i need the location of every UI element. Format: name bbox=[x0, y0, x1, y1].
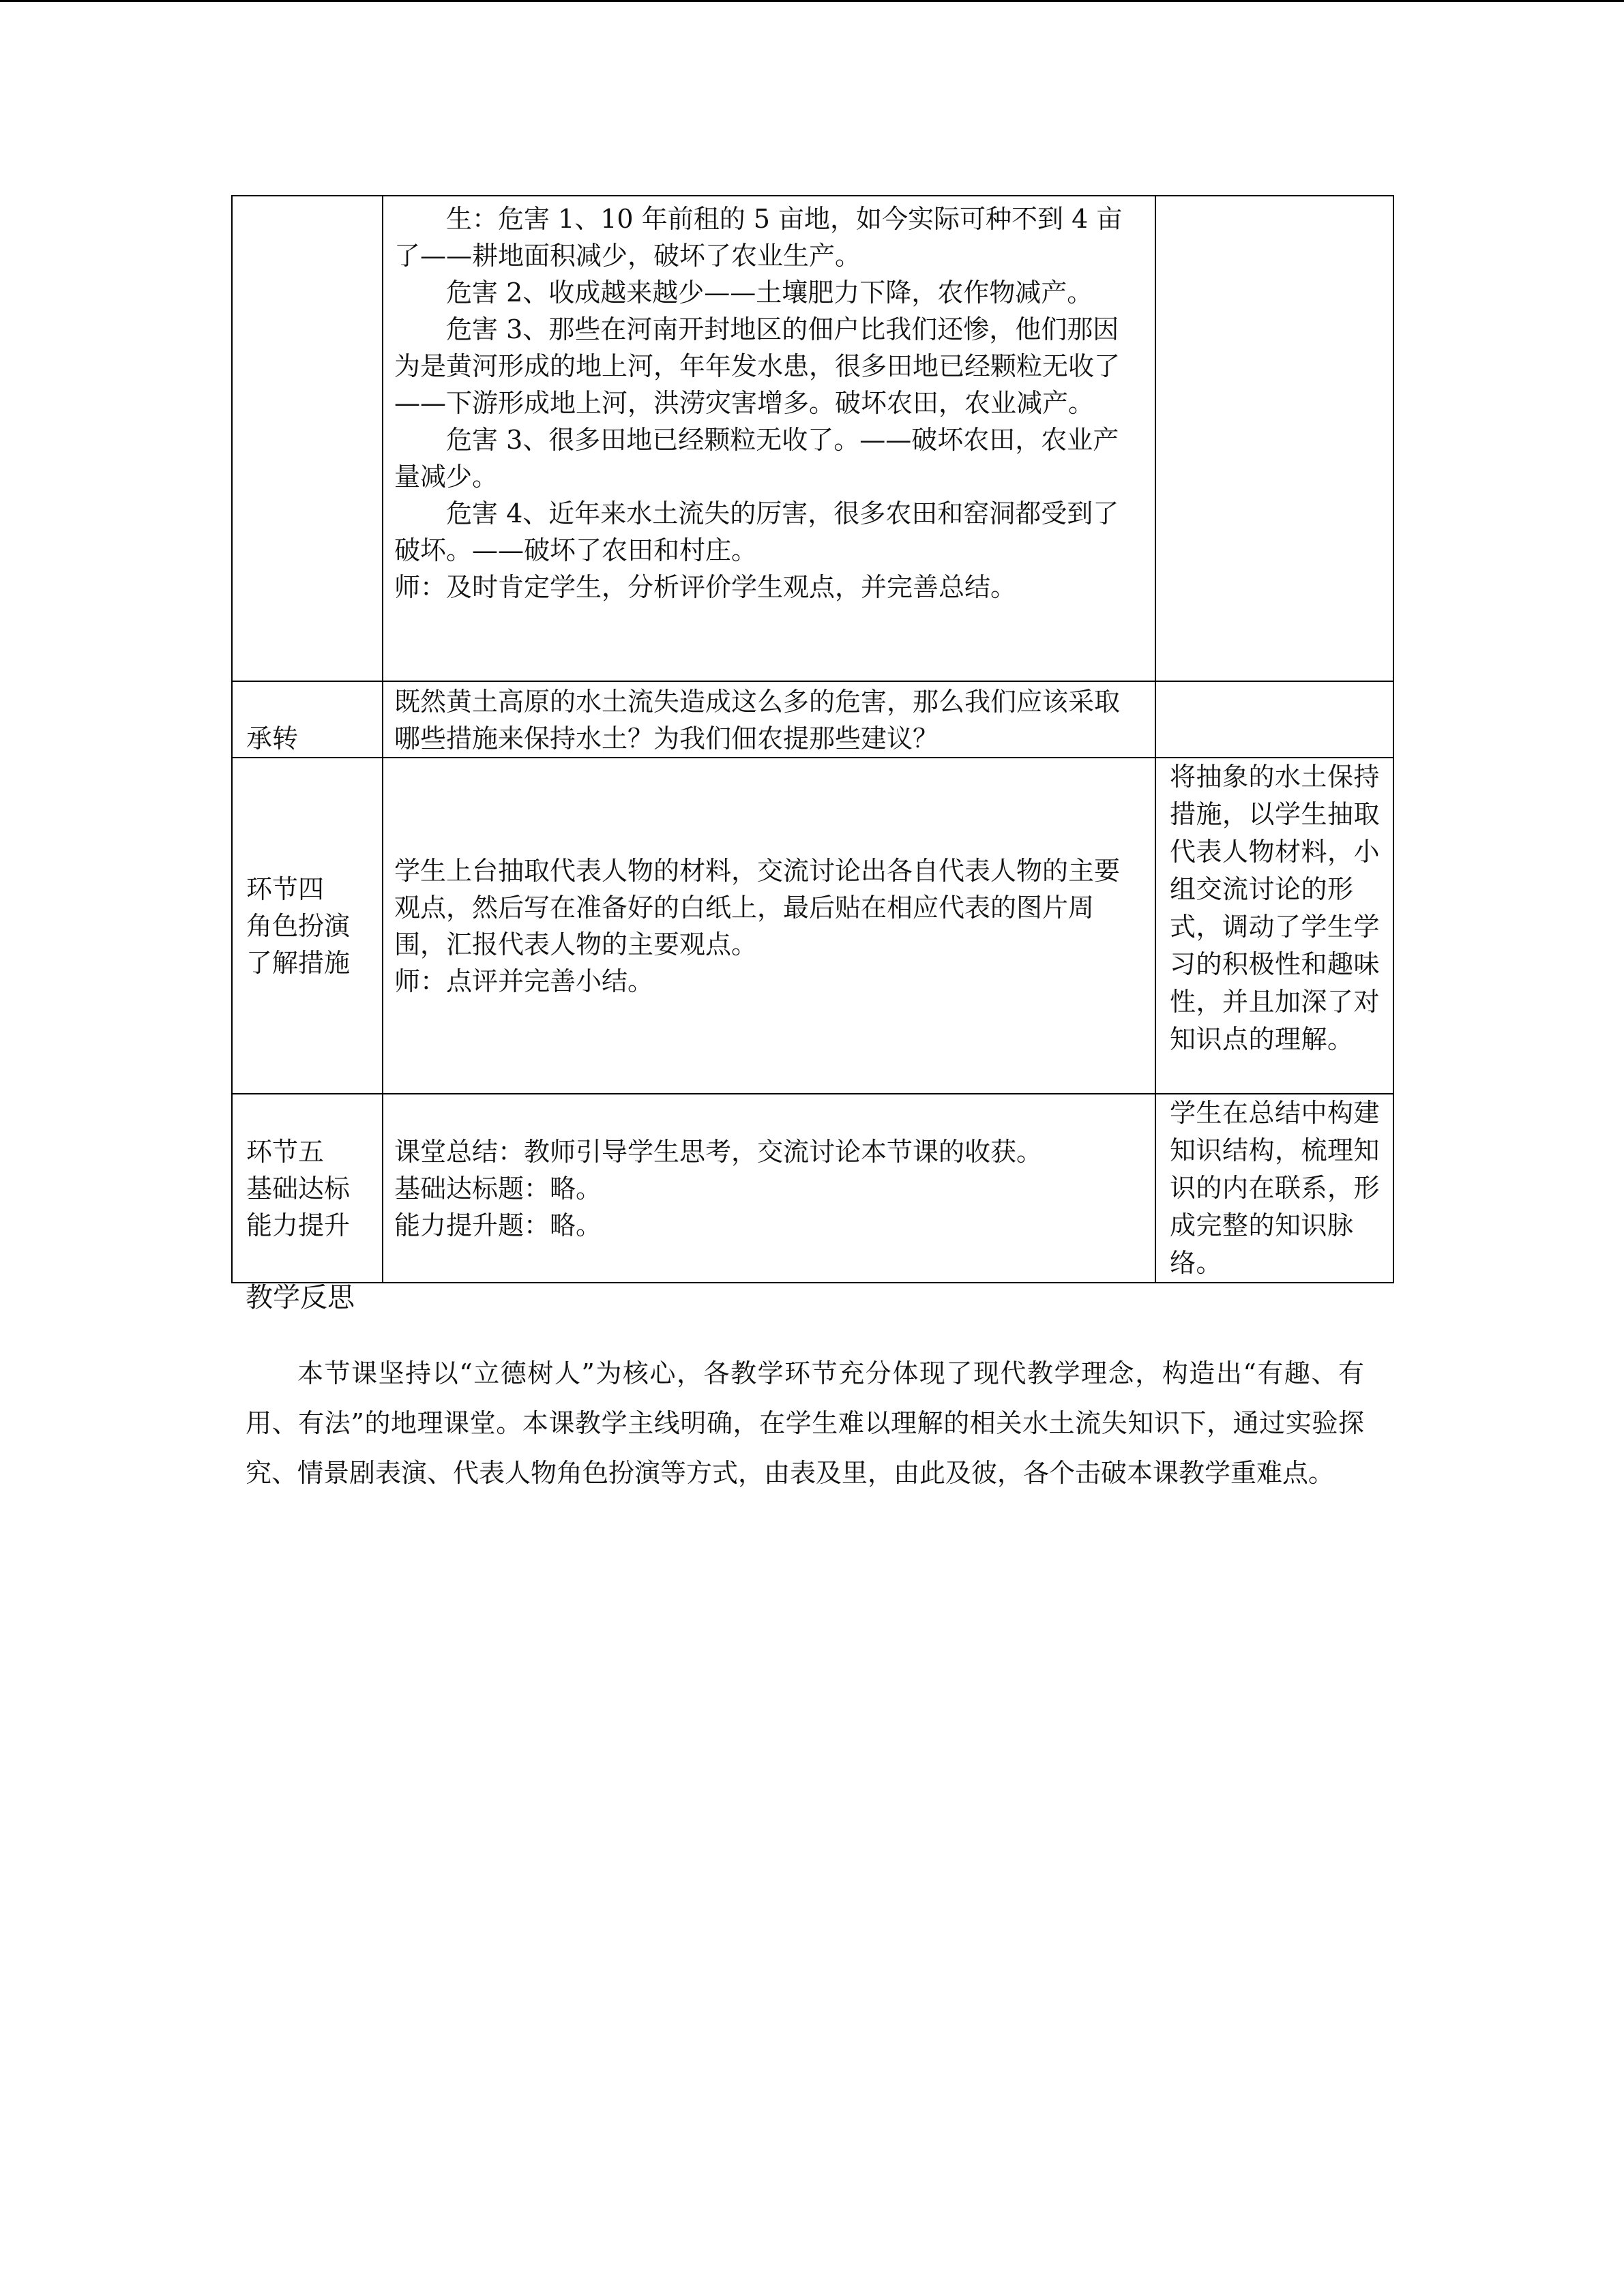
stage-cell bbox=[232, 196, 383, 681]
stage-cell bbox=[232, 681, 383, 758]
reflection-body: 本节课坚持以“立德树人”为核心，各教学环节充分体现了现代教学理念，构造出“有趣、有用、有法”的地理课堂。本课教学主线明确，在学生难以理解的相关水土流失知识下，通过实验探究、情景剧表演、代表人物角色扮演等方式，由表及里，由此及彼，各个击破本课教学重难点。 bbox=[246, 1358, 1364, 1488]
note-cell bbox=[1155, 758, 1393, 1094]
stage-label: 基础达标 bbox=[246, 1173, 351, 1204]
table-row bbox=[232, 681, 1393, 758]
stage-label: 了解措施 bbox=[246, 947, 351, 978]
content-cell bbox=[383, 758, 1155, 1094]
content-paragraph: 危害 3、那些在河南开封地区的佃户比我们还惨，他们那因为是黄河形成的地上河，年年发水患，很多田地已经颗粒无收了——下游形成地上河，洪涝灾害增多。破坏农田，农业减产。 bbox=[394, 314, 1121, 418]
stage-label: 环节四 bbox=[246, 874, 325, 904]
note-cell bbox=[1155, 196, 1393, 681]
stage-label: 承转 bbox=[246, 724, 299, 754]
content-paragraph: 危害 2、收成越来越少——土壤肥力下降，农作物减产。 bbox=[446, 278, 1093, 308]
content-cell bbox=[383, 1094, 1155, 1283]
design-note: 学生在总结中构建知识结构，梳理知识的内在联系，形成完整的知识脉络。 bbox=[1170, 1098, 1381, 1278]
table-row bbox=[232, 196, 1393, 681]
stage-label: 角色扮演 bbox=[246, 910, 351, 941]
stage-cell bbox=[232, 1094, 383, 1283]
stage-cell bbox=[232, 758, 383, 1094]
content-paragraph: 能力提升题：略。 bbox=[394, 1210, 602, 1240]
content-paragraph: 师：点评并完善小结。 bbox=[394, 966, 654, 996]
content-paragraph: 危害 3、很多田地已经颗粒无收了。——破坏农田，农业产量减少。 bbox=[394, 425, 1119, 492]
lesson-plan-table bbox=[231, 195, 1394, 1283]
table-row bbox=[232, 1094, 1393, 1283]
content-paragraph: 师：及时肯定学生，分析评价学生观点，并完善总结。 bbox=[394, 572, 1017, 602]
content-paragraph: 课堂总结：教师引导学生思考，交流讨论本节课的收获。 bbox=[394, 1136, 1043, 1167]
reflection-title: 教学反思 bbox=[246, 1282, 355, 1313]
table-row bbox=[232, 758, 1393, 1094]
content-paragraph: 既然黄土高原的水土流失造成这么多的危害，那么我们应该采取哪些措施来保持水土？为我们佃农提那些建议？ bbox=[394, 687, 1121, 754]
stage-label: 能力提升 bbox=[246, 1210, 351, 1240]
note-cell bbox=[1155, 1094, 1393, 1283]
content-cell bbox=[383, 196, 1155, 681]
content-cell bbox=[383, 681, 1155, 758]
content-paragraph: 基础达标题：略。 bbox=[394, 1173, 602, 1204]
note-cell bbox=[1155, 681, 1393, 758]
content-paragraph: 学生上台抽取代表人物的材料，交流讨论出各自代表人物的主要观点，然后写在准备好的白纸上，最后贴在相应代表的图片周围，汇报代表人物的主要观点。 bbox=[394, 855, 1121, 959]
content-paragraph: 生：危害 1、10 年前租的 5 亩地，如今实际可种不到 4 亩了——耕地面积减少，破坏了农业生产。 bbox=[394, 204, 1123, 271]
page-top-border bbox=[0, 0, 1624, 2]
stage-label: 环节五 bbox=[246, 1136, 325, 1167]
design-note: 将抽象的水土保持措施，以学生抽取代表人物材料，小组交流讨论的形式，调动了学生学习的积极性和趣味性，并且加深了对知识点的理解。 bbox=[1170, 762, 1381, 1054]
content-paragraph: 危害 4、近年来水土流失的厉害，很多农田和窑洞都受到了破坏。——破坏了农田和村庄。 bbox=[394, 498, 1119, 565]
